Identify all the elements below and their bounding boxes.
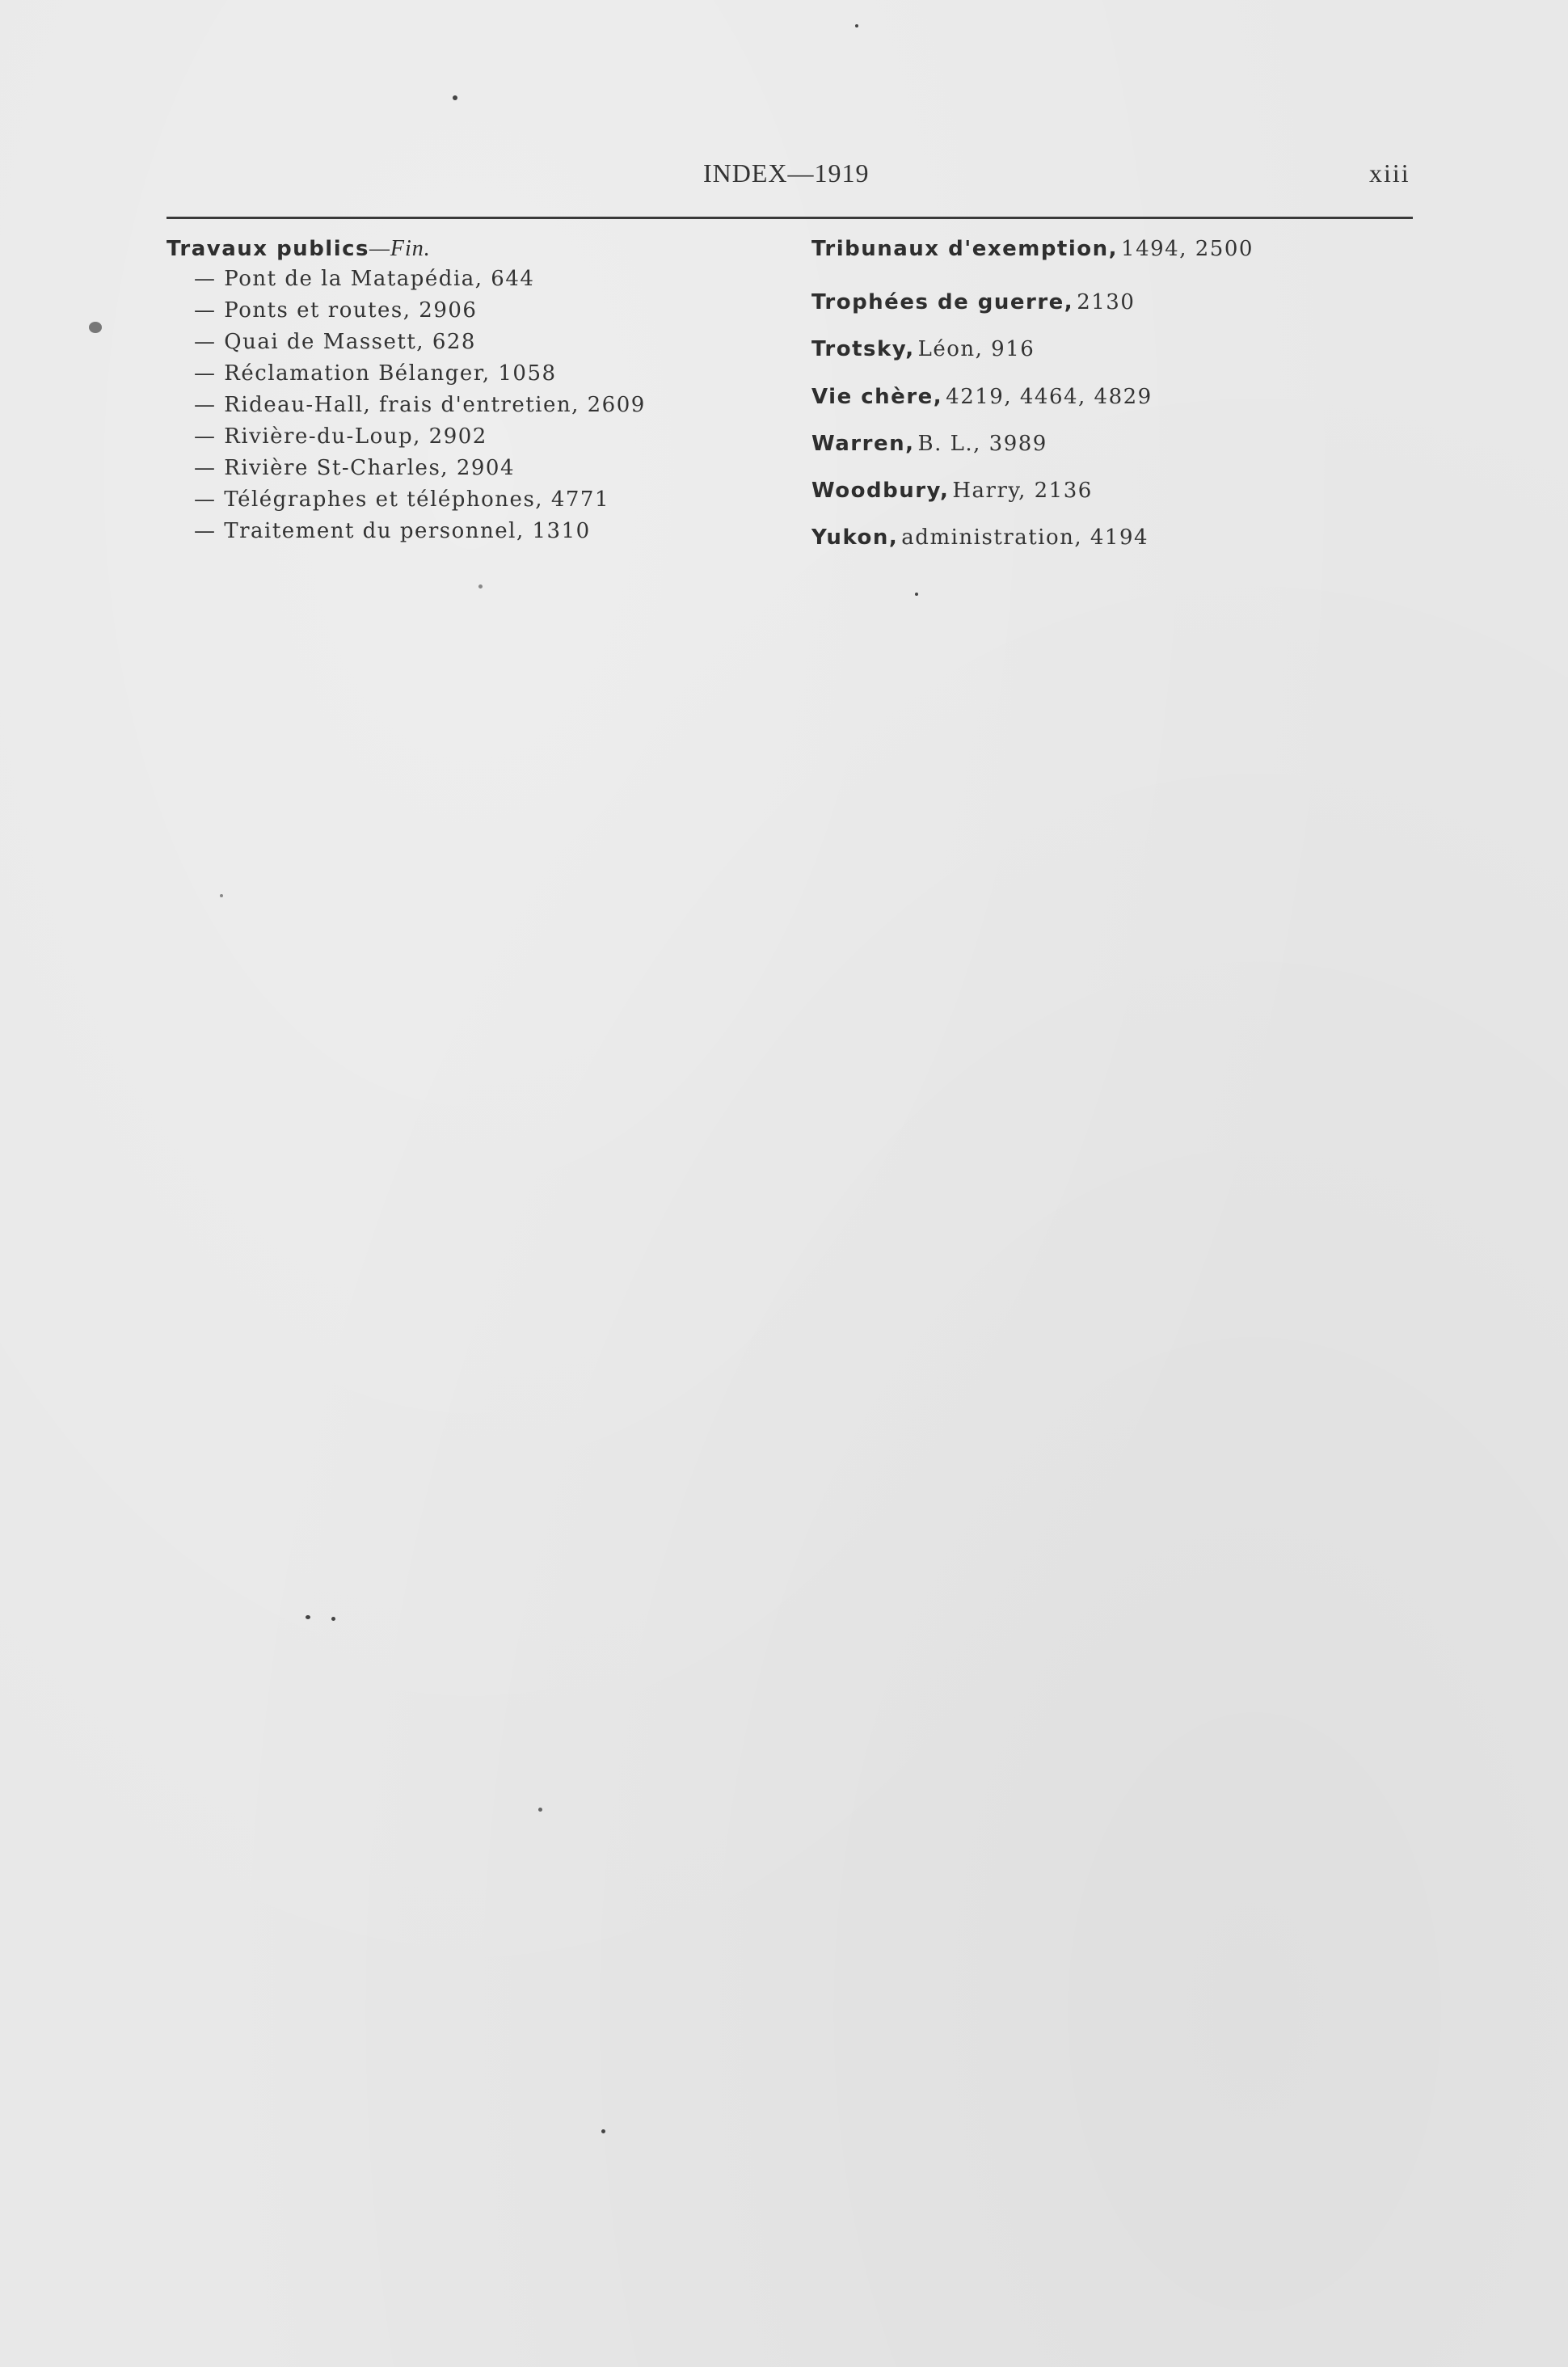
index-entry — [811, 234, 1254, 267]
paper-speck — [331, 1617, 335, 1621]
entry-term: Woodbury, — [811, 479, 950, 503]
left-column — [166, 234, 646, 547]
index-entry — [811, 476, 1093, 508]
subentry: — Traitement du personnel, 1310 — [194, 519, 591, 543]
page-number: xiii — [1369, 158, 1410, 188]
entry-refs: administration, 4194 — [901, 525, 1149, 550]
paper-speck — [855, 24, 858, 27]
paper-speck — [478, 584, 483, 589]
entry-refs: Harry, 2136 — [952, 479, 1093, 503]
entry-refs: 4219, 4464, 4829 — [946, 385, 1153, 409]
subentry: — Quai de Massett, 628 — [194, 330, 476, 354]
entry-refs: Léon, 916 — [917, 337, 1035, 361]
entry-term: Trotsky, — [811, 337, 915, 361]
heading-continued: —Fin. — [369, 236, 431, 261]
entry-term: Tribunaux d'exemption, — [811, 237, 1119, 261]
paper-speck — [601, 2129, 605, 2133]
index-entry — [811, 288, 1135, 320]
heading-term: Travaux publics — [166, 237, 370, 261]
subentry: — Ponts et routes, 2906 — [194, 298, 478, 323]
subentry: — Télégraphes et téléphones, 4771 — [194, 487, 609, 512]
subentry: — Pont de la Matapédia, 644 — [194, 267, 535, 291]
header-rule — [166, 217, 1413, 219]
running-head: INDEX—1919 — [703, 158, 870, 188]
index-entry — [811, 382, 1153, 415]
entry-refs: 1494, 2500 — [1121, 237, 1254, 261]
paper-speck — [89, 322, 102, 333]
subentry-list — [166, 264, 646, 547]
entry-term: Trophées de guerre, — [811, 290, 1074, 314]
subentry: — Rivière St-Charles, 2904 — [194, 456, 515, 480]
paper-speck — [453, 95, 457, 100]
index-entry — [811, 429, 1047, 462]
entry-refs: 2130 — [1077, 290, 1136, 314]
index-entry — [811, 523, 1149, 555]
paper-speck — [538, 1808, 542, 1812]
entry-term: Yukon, — [811, 525, 899, 550]
paper-speck — [306, 1615, 310, 1619]
paper-speck — [915, 593, 918, 596]
entry-refs: B. L., 3989 — [917, 432, 1047, 456]
entry-term: Warren, — [811, 432, 915, 456]
entry-term: Vie chère, — [811, 385, 943, 409]
subentry: — Rivière-du-Loup, 2902 — [194, 424, 487, 449]
subentry: — Réclamation Bélanger, 1058 — [194, 361, 557, 386]
paper-speck — [220, 894, 223, 897]
index-entry — [811, 335, 1035, 367]
index-heading — [166, 234, 646, 264]
subentry: — Rideau-Hall, frais d'entretien, 2609 — [194, 393, 646, 417]
